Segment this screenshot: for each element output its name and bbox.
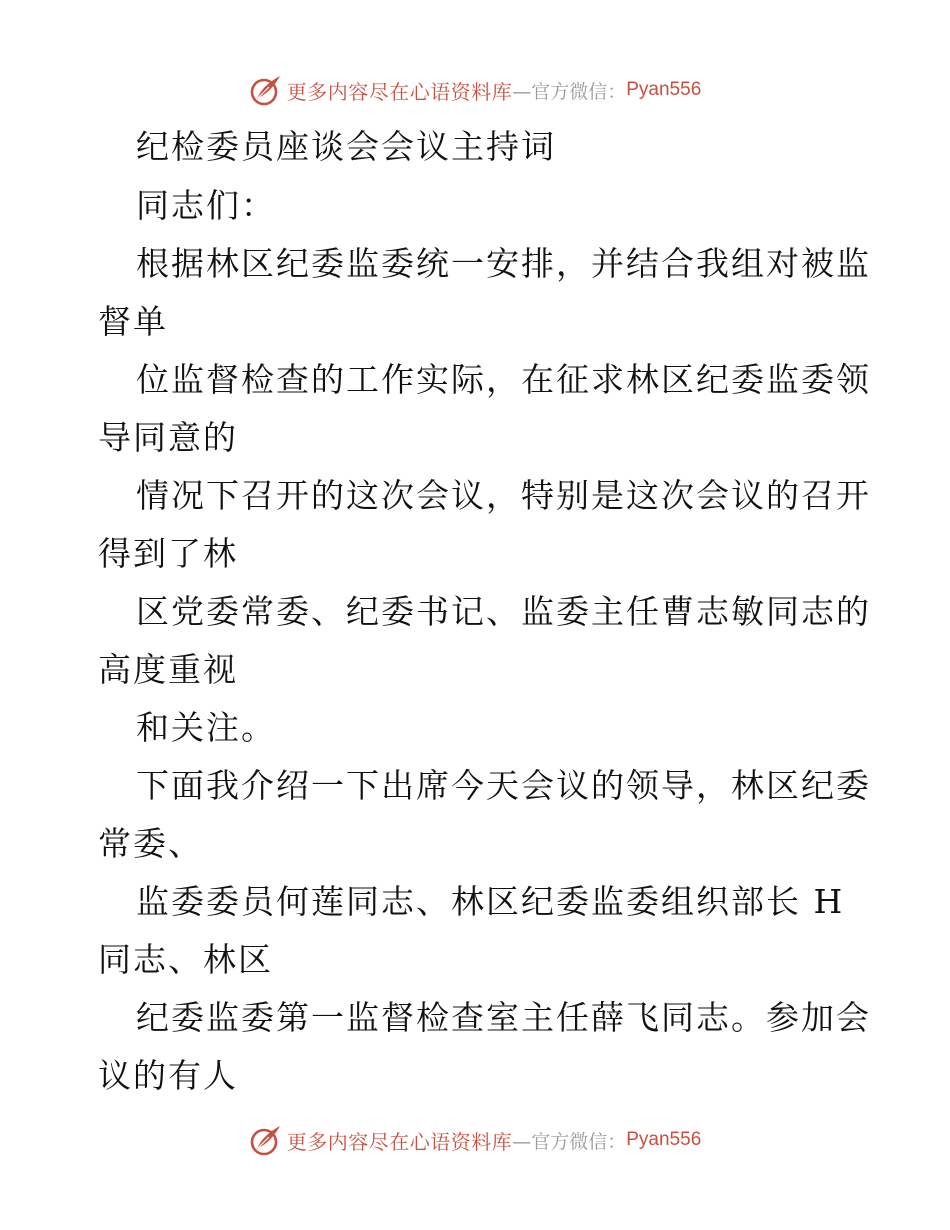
paragraph-line: 议的有人 — [98, 1056, 238, 1095]
document-title: 纪检委员座谈会会议主持词 — [136, 127, 556, 166]
banner-separator: —官方微信： — [512, 80, 627, 103]
paragraph-line: 督单 — [98, 302, 168, 341]
quill-logo-icon — [249, 73, 283, 107]
paragraph-line: 情况下召开的这次会议，特别是这次会议的召开 — [136, 476, 871, 515]
paragraph-line: 下面我介绍一下出席今天会议的领导，林区纪委 — [136, 766, 871, 805]
header-banner — [0, 72, 950, 108]
footer-banner — [0, 1122, 950, 1158]
banner-wechat-id: Pyan556 — [626, 79, 702, 100]
banner-wechat-id: Pyan556 — [626, 1129, 702, 1150]
banner-separator: —官方微信： — [512, 1130, 627, 1153]
paragraph-line: 得到了林 — [98, 534, 238, 573]
paragraph-line: 同志们： — [136, 186, 276, 225]
paragraph-line: 根据林区纪委监委统一安排，并结合我组对被监 — [136, 244, 871, 283]
paragraph-line: 和关注。 — [136, 708, 276, 747]
paragraph-line: 同志、林区 — [98, 940, 273, 979]
quill-logo-icon — [249, 1123, 283, 1157]
paragraph-line: 纪委监委第一监督检查室主任薛飞同志。参加会 — [136, 998, 871, 1037]
paragraph-line: 常委、 — [98, 824, 203, 863]
paragraph-line: 位监督检查的工作实际，在征求林区纪委监委领 — [136, 360, 871, 399]
paragraph-line: 区党委常委、纪委书记、监委主任曹志敏同志的 — [136, 592, 871, 631]
paragraph-line: 高度重视 — [98, 650, 238, 689]
paragraph-line: 导同意的 — [98, 418, 238, 457]
banner-text: 更多内容尽在心语资料库 — [286, 79, 513, 104]
banner-text: 更多内容尽在心语资料库 — [286, 1129, 513, 1154]
paragraph-line: 监委委员何莲同志、林区纪委监委组织部长 H — [136, 882, 845, 921]
